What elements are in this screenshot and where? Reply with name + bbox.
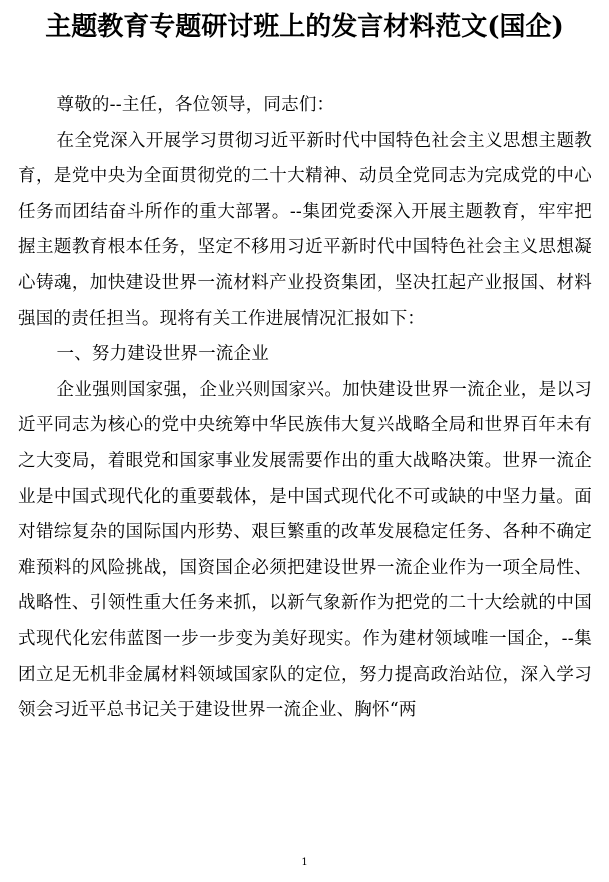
page-number: 1: [301, 857, 308, 868]
section-paragraph: 企业强则国家强，企业兴则国家兴。加快建设世界一流企业，是以习近平同志为核心的党中央统筹中华民族伟大复兴战略全局和世界百年未有之大变局，着眼党和国家事业发展需要作出的重大战略决策。世界一流企业是中国式现代化的重要载体，是中国式现代化不可或缺的中坚力量。面对错综复杂的国际国内形势、艰巨繁重的改革发展稳定任务、各种不确定难预料的风险挑战，国资国企必须把建设世界一流企业作为一项全局性、战略性、引领性重大任务来抓，以新气象新作为把党的二十大绘就的中国式现代化宏伟蓝图一步一步变为美好现实。作为建材领域唯一国企，--集团立足无机非金属材料领域国家队的定位，努力提高政治站位，深入学习领会习近平总书记关于建设世界一流企业、胸怀“两: [18, 379, 592, 721]
document-title: 主题教育专题研讨班上的发言材料范文(国企): [45, 12, 564, 42]
intro-paragraph: 在全党深入开展学习贯彻习近平新时代中国特色社会主义思想主题教育，是党中央为全面贯彻党的二十大精神、动员全党同志为完成党的中心任务而团结奋斗所作的重大部署。--集团党委深入开展主题教育，牢牢把握主题教育根本任务，坚定不移用习近平新时代中国特色社会主义思想凝心铸魂，加快建设世界一流材料产业投资集团，坚决扛起产业报国、材料强国的责任担当。现将有关工作进展情况汇报如下：: [18, 130, 592, 329]
document-body: [18, 88, 592, 729]
section-heading: 一、努力建设世界一流企业: [56, 344, 269, 365]
salutation-paragraph: 尊敬的--主任，各位领导，同志们：: [56, 95, 335, 115]
